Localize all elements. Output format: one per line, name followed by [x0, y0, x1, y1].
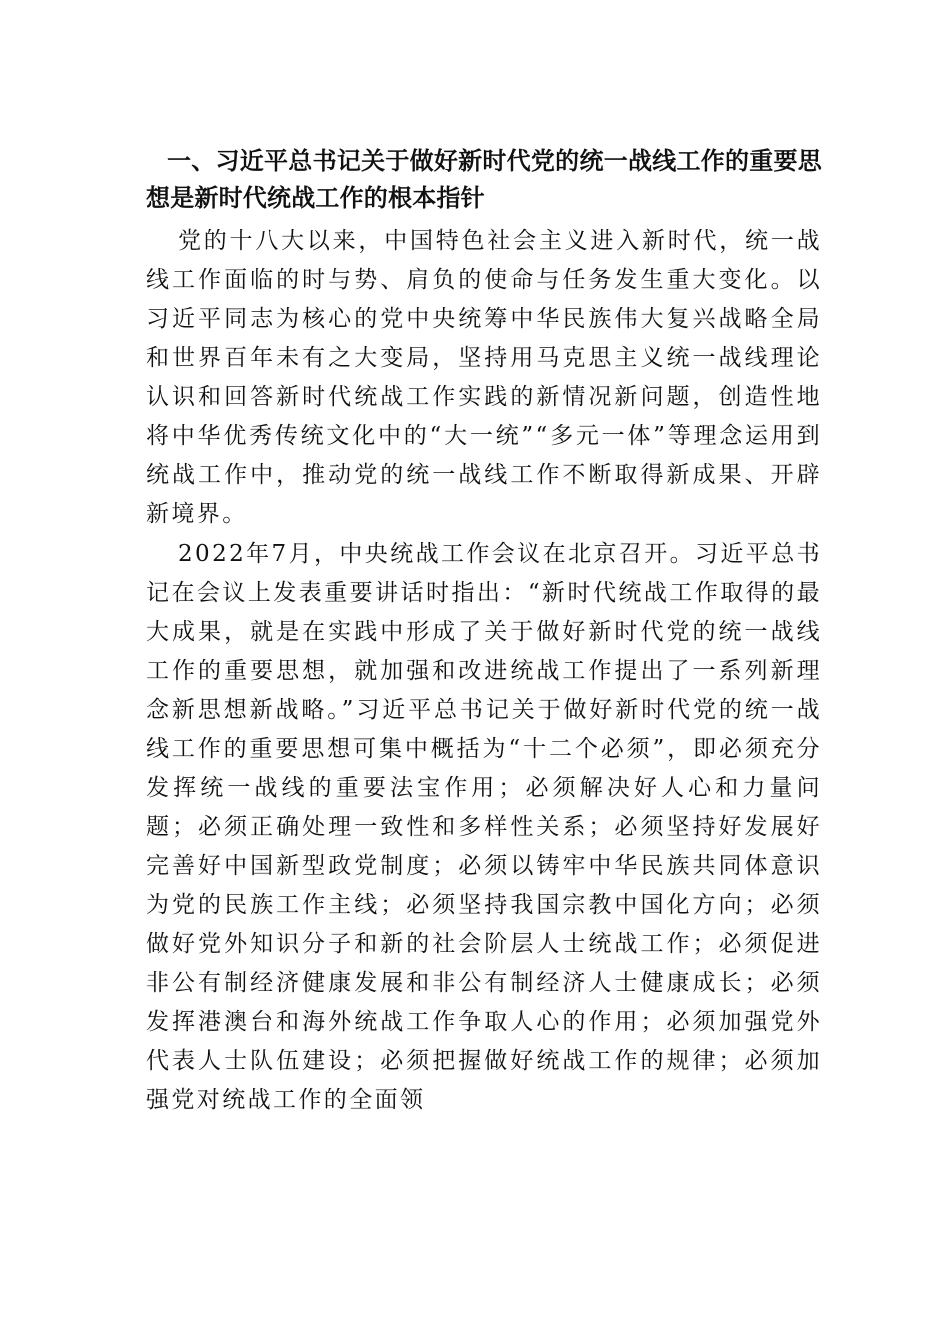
body-paragraph: 党的十八大以来，中国特色社会主义进入新时代，统一战线工作面临的时与势、肩负的使命与任务发生重大变化。以习近平同志为核心的党中央统筹中华民族伟大复兴战略全局和世界百年未有之大变局，坚持用马克思主义统一战线理论认识和回答新时代统战工作实践的新情况新问题，创造性地将中华优秀传统文化中的“大一统”“多元一体”等理念运用到统战工作中，推动党的统一战线工作不断取得新成果、开辟新境界。	[146, 228, 822, 527]
body-paragraph: 2022年7月，中央统战工作会议在北京召开。习近平总书记在会议上发表重要讲话时指出：“新时代统战工作取得的最大成果，就是在实践中形成了关于做好新时代党的统一战线工作的重要思想，就加强和改进统战工作提出了一系列新理念新思想新战略。”习近平总书记关于做好新时代党的统一战线工作的重要思想可集中概括为“十二个必须”，即必须充分发挥统一战线的重要法宝作用；必须解决好人心和力量问题；必须正确处理一致性和多样性关系；必须坚持好发展好完善好中国新型政党制度；必须以铸牢中华民族共同体意识为党的民族工作主线；必须坚持我国宗教中国化方向；必须做好党外知识分子和新的社会阶层人士统战工作；必须促进非公有制经济健康发展和非公有制经济人士健康成长；必须发挥港澳台和海外统战工作争取人心的作用；必须加强党外代表人士队伍建设；必须把握做好统战工作的规律；必须加强党对统战工作的全面领	[146, 541, 822, 1113]
section-heading: 一、习近平总书记关于做好新时代党的统一战线工作的重要思想是新时代统战工作的根本指针	[146, 147, 822, 212]
document-body	[146, 143, 822, 1120]
